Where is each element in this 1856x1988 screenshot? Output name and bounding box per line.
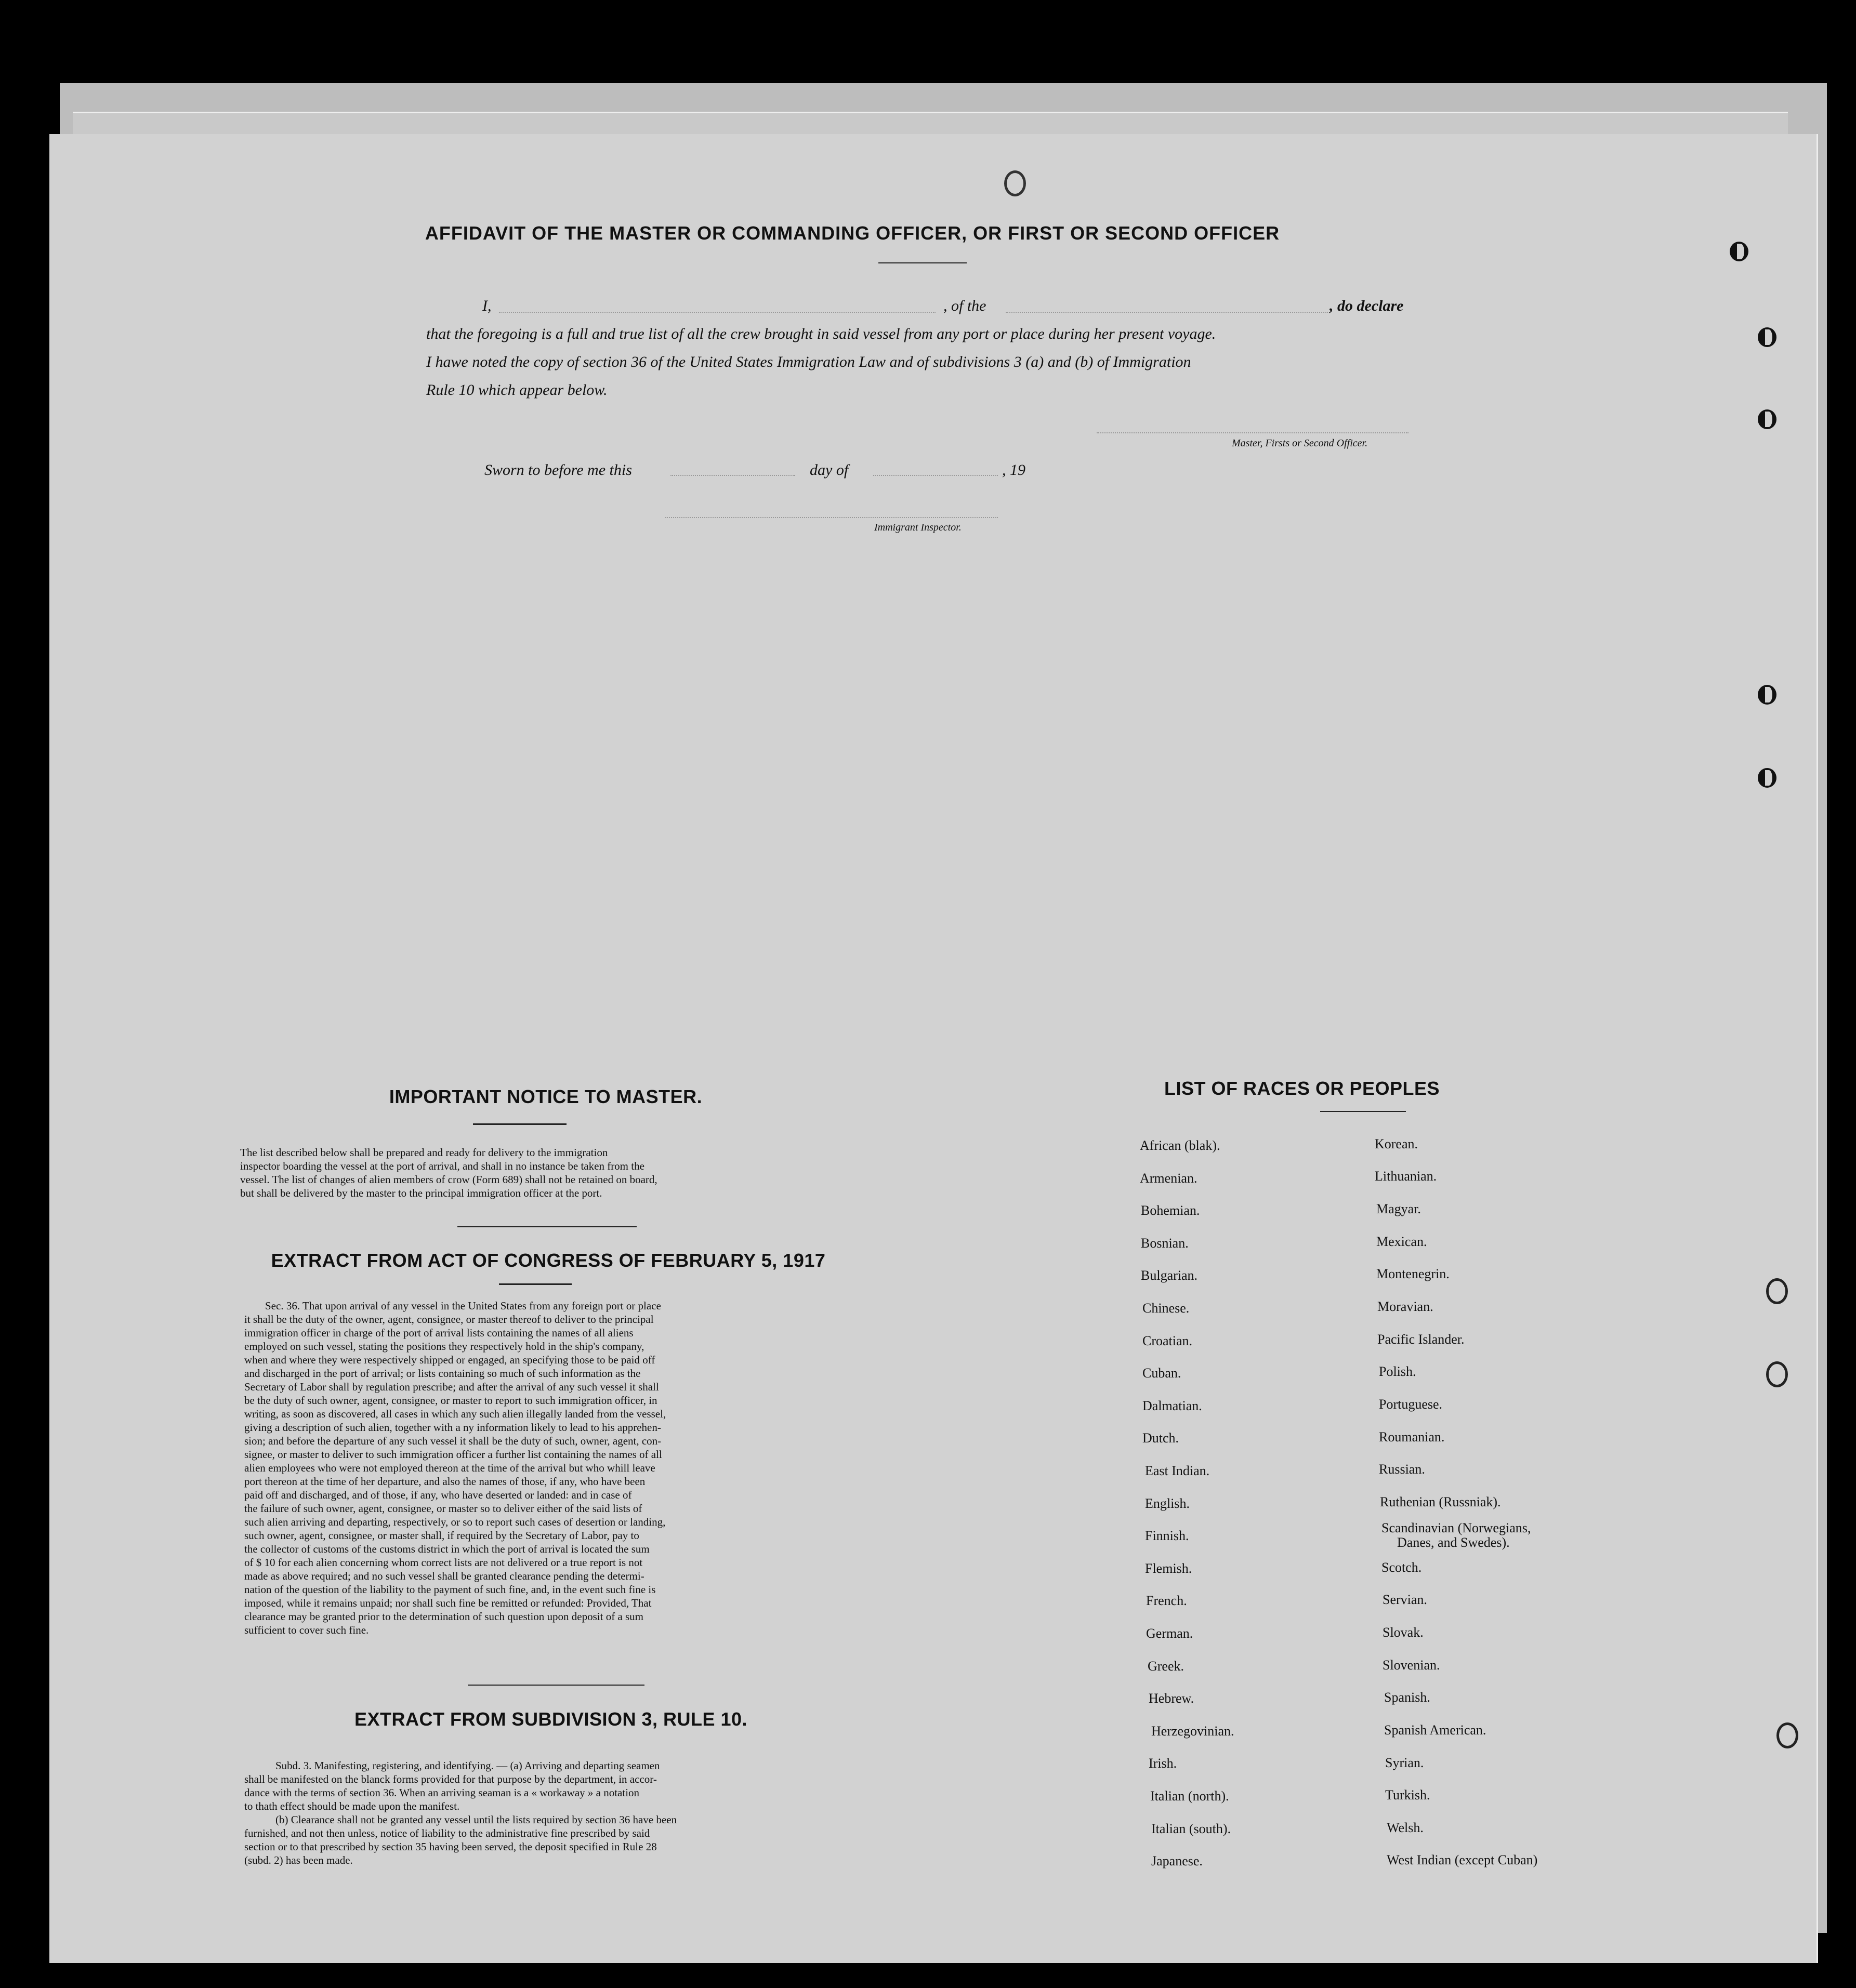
race-item: Turkish. [1385,1787,1430,1803]
race-item: Hebrew. [1149,1691,1194,1706]
race-item: Herzegovinian. [1151,1723,1234,1739]
race-item: Ruthenian (Russniak). [1380,1494,1501,1509]
race-item: Bulgarian. [1141,1268,1198,1283]
race-item: Scandinavian (Norwegians, [1381,1520,1531,1535]
binder-hole [1730,242,1748,261]
top-punch-hole [1004,170,1026,196]
rule-text: Subd. 3. Manifesting, registering, and identifying. — (a) Arriving and departing seamen shall be manifested on the blanck forms provided for that purpose by the department, in accor- dance with the terms of section 36. When an arriving seaman is a « workaway » a notation to thath effect should be made upon the manifest. (b) Clearance shall not be granted any vessel until the lists required by section 36 have been furnished, and not then unless, notice of liability to the administrative fine prescribed by said section or to that prescribed by section 35 having been served, the deposit specified in Rule 28 (subd. 2) has been made. [244,1759,677,1866]
signature-blank[interactable] [1097,432,1409,433]
race-item: Cuban. [1142,1366,1181,1381]
binder-hole [1758,685,1776,705]
inspector-label: Immigrant Inspector. [874,522,962,533]
act-end-divider [468,1685,644,1686]
race-item: Slovenian. [1383,1658,1440,1673]
race-item: Portuguese. [1379,1397,1443,1412]
race-item: Finnish. [1145,1528,1189,1544]
race-item: Roumanian. [1379,1429,1445,1444]
notice-end-divider [457,1226,637,1227]
race-item: Irish. [1149,1756,1177,1771]
title-divider [878,262,967,263]
vessel-blank[interactable] [1006,312,1328,313]
affidavit-line-3: I hawe noted the copy of section 36 of the United States Immigration Law and of subdivisions 3 (a) and (b) of Immigration [426,353,1191,370]
race-item: Russian. [1379,1462,1425,1477]
race-item: East Indian. [1145,1463,1210,1478]
race-item: Polish. [1379,1364,1416,1379]
affidavit-title: AFFIDAVIT OF THE MASTER OR COMMANDING OFFICER, OR FIRST OR SECOND OFFICER [425,222,1280,244]
affidavit-line-2: that the foregoing is a full and true list of all the crew brought in said vessel from any port or place during her present voyage. [426,325,1216,342]
race-item: Moravian. [1377,1299,1433,1314]
binder-hole [1758,768,1776,788]
race-item: Servian. [1383,1592,1427,1607]
race-item: Danes, and Swedes). [1397,1535,1510,1550]
race-item: African (blak). [1140,1138,1220,1153]
race-item: Armenian. [1140,1170,1197,1186]
race-item: Greek. [1148,1658,1184,1674]
binder-hole [1758,409,1776,429]
race-item: Japanese. [1151,1853,1203,1869]
race-item: English. [1145,1495,1190,1511]
race-item: Bosnian. [1141,1235,1189,1251]
race-item: Lithuanian. [1375,1169,1437,1184]
month-blank[interactable] [873,475,998,476]
races-divider [1320,1111,1406,1112]
affidavit-of-the: , of the [943,297,986,314]
race-item: Syrian. [1385,1755,1424,1770]
race-item: Mexican. [1376,1234,1427,1249]
binder-ring-hole [1766,1361,1788,1387]
day-blank[interactable] [670,475,795,476]
race-item: Chinese. [1142,1301,1190,1316]
notice-text: The list described below shall be prepared and ready for delivery to the immigration inspector boarding the vessel at the port of arrival, and shall in no instance be taken from the vessel. The list of changes of alien members of crow (Form 689) shall not be retained on board, but shall be delivered by the master to the principal immigration officer at the port. [240,1146,657,1199]
act-title: EXTRACT FROM ACT OF CONGRESS OF FEBRUARY 5, 1917 [271,1250,826,1271]
sworn-year: , 19 [1002,461,1025,479]
race-item: Italian (north). [1150,1788,1229,1804]
rule-title: EXTRACT FROM SUBDIVISION 3, RULE 10. [354,1708,748,1730]
act-divider [499,1283,572,1285]
affidavit-do-declare: , do declare [1330,297,1404,314]
race-item: Italian (south). [1151,1821,1231,1836]
race-item: West Indian (except Cuban) [1387,1852,1538,1867]
binder-hole [1758,327,1776,347]
race-item: Dalmatian. [1142,1398,1202,1413]
race-item: Magyar. [1376,1201,1421,1216]
race-item: Korean. [1375,1136,1418,1151]
name-blank[interactable] [499,312,936,313]
race-item: Pacific Islander. [1377,1332,1465,1347]
race-item: French. [1146,1593,1187,1609]
race-item: Scotch. [1381,1560,1422,1575]
race-item: Slovak. [1383,1625,1424,1640]
race-item: Dutch. [1142,1430,1179,1446]
race-item: Montenegrin. [1376,1266,1450,1281]
races-title: LIST OF RACES OR PEOPLES [1164,1078,1440,1099]
affidavit-line-4: Rule 10 which appear below. [426,381,608,399]
binder-ring-hole [1766,1278,1788,1304]
sworn-text: Sworn to before me this [484,461,632,479]
race-item: German. [1146,1626,1193,1641]
sworn-day-of: day of [810,461,849,479]
race-item: Croatian. [1142,1333,1193,1348]
race-item: Bohemian. [1141,1203,1200,1218]
race-item: Spanish American. [1384,1722,1486,1738]
notice-divider [473,1123,567,1125]
document-page [49,134,1818,1963]
notice-title: IMPORTANT NOTICE TO MASTER. [389,1086,703,1107]
signature-label: Master, Firsts or Second Officer. [1232,438,1368,449]
act-text: Sec. 36. That upon arrival of any vessel in the United States from any foreign port or place it shall be the duty of the owner, agent, consignee, or master thereof to deliver to the principal immigration officer in charge of the port of arrival lists containing the names of all aliens employed on such vessel, stating the positions they respectively hold in the ship's company, when and where they were respectively shipped or engaged, an specifying those to be paid off and discharged in the port of arrival; or lists containing so much of such information as the Secretary of Labor shall by regulation prescribe; and after the arrival of any such vessel it shall be the duty of such owner, agent, consignee, or master to report to such immigration officer, in writing, as soon as discovered, all cases in which any such alien illegally landed from the vessel, giving a description of such alien, together with a ny information likely to lead to his apprehen- sion; and before the departure of any such vessel it shall be the duty of such, owner, agent, con- signee, or master to deliver to such immigration officer a further list containing the names of all alien employees who were not employed thereon at the time of the arrival but who whill leave port thereon at the time of her departure, and also the names of those, if any, who have been paid off and discharged, and of those, if any, who have deserted or landed: and in case of the failure of such owner, agent, consignee, or master so to deliver either of the said lists of such alien arriving and departing, respectively, or so to report such cases of desertion or landing, such owner, agent, consignee, or master shall, if required by the Secretary of Labor, pay to the collector of customs of the customs district in which the port of arrival is located the sum of $ 10 for each alien concerning whom correct lists are not delivered or a true report is not made as above required; and no such vessel shall be granted clearance pending the determi- nation of the question of the liability to the payment of such fine, and, in the event such fine is imposed, while it remains unpaid; nor shall such fine be remitted or refunded: Provided, That clearance may be granted prior to the determination of such question upon deposit of a sum sufficient to cover such fine. [244,1300,666,1636]
race-item: Welsh. [1387,1820,1424,1835]
affidavit-declare-i: I, [482,297,492,314]
binder-ring-hole [1776,1722,1798,1748]
race-item: Flemish. [1145,1560,1192,1576]
inspector-signature-blank[interactable] [665,517,998,518]
race-item: Spanish. [1384,1690,1430,1705]
